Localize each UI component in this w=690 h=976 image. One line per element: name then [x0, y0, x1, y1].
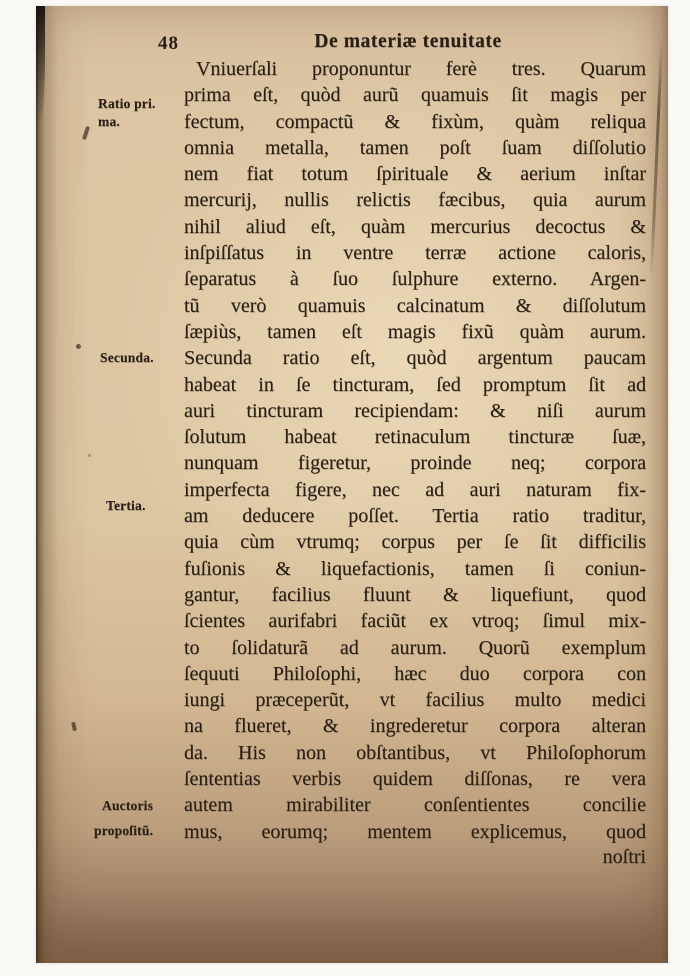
text-line: nem fiat totum ſpirituale & aerium inſtar [184, 163, 646, 186]
book-page [36, 6, 668, 963]
text-line: habeat in ſe tincturam, ſed promptum ſit ad [184, 373, 646, 396]
text-line: inſpiſſatus in ventre terræ actione caloris, [184, 242, 646, 265]
margin-note: ma. [98, 114, 120, 129]
text-line: quia cùm vtrumq; corpus per ſe ſit difficilis [184, 531, 646, 554]
text-line: imperfecta figere, nec ad auri naturam fix- [184, 478, 646, 501]
ink-mark [76, 344, 81, 349]
text-line: auri tincturam recipiendam: & niſi aurum [184, 399, 646, 422]
body-text [184, 56, 646, 845]
margin-note: Auctoris [102, 798, 154, 813]
text-line: tũ verò quamuis calcinatum & diſſolutum [184, 294, 646, 317]
text-line: nunquam figeretur, proinde neq; corpora [184, 452, 646, 475]
text-line: autem mirabiliter conſentientes concilie [184, 794, 646, 817]
text-line: ſæpiùs, tamen eſt magis fixũ quàm aurum. [184, 320, 646, 343]
text-line: iungi præceperũt, vt facilius multo medici [184, 689, 646, 712]
ink-mark [82, 126, 90, 141]
text-line: fuſionis & liquefactionis, tamen ſi coniun- [184, 557, 646, 580]
page-number: 48 [158, 33, 179, 54]
text-line: gantur, facilius fluunt & liquefiunt, quod [184, 583, 646, 606]
ink-mark [71, 722, 77, 732]
text-line: mus, eorumq; mentem explicemus, quod [184, 820, 646, 843]
text-line: mercurij, nullis relictis fæcibus, quia aurum [184, 189, 646, 212]
margin-note: Ratio pri. [98, 96, 156, 111]
text-line: omnia metalla, tamen poſt ſuam diſſolutio [184, 136, 646, 159]
text-line: ſeparatus à ſuo ſulphure externo. Argen- [184, 268, 646, 291]
text-line: prima eſt, quòd aurũ quamuis ſit magis per [184, 84, 646, 107]
text-line: na flueret, & ingrederetur corpora alteran [184, 715, 646, 738]
text-line: Vniuerſali proponuntur ferè tres. Quarum [196, 58, 646, 80]
text-line: da. His non obſtantibus, vt Philoſophorum [184, 741, 646, 764]
running-title: De materiæ tenuitate [314, 31, 502, 52]
text-line: nihil aliud eſt, quàm mercurius decoctus & [184, 215, 646, 238]
text-line: am deducere poſſet. Tertia ratio traditur, [184, 505, 646, 528]
ink-mark [88, 454, 91, 457]
binding-edge [36, 6, 45, 126]
text-line: to ſolidaturã ad aurum. Quorũ exemplum [184, 636, 646, 659]
margin-note: propoſitũ. [94, 823, 154, 838]
text-line: ſcientes aurifabri faciũt ex vtroq; ſimul mix- [184, 610, 646, 633]
text-line: ſolutum habeat retinaculum tincturæ ſuæ, [184, 426, 646, 449]
text-line: fectum, compactũ & fixùm, quàm reliqua [184, 110, 646, 133]
text-line: ſequuti Philoſophi, hæc duo corpora con [184, 662, 646, 685]
text-line: Secunda ratio eſt, quòd argentum paucam [184, 347, 646, 370]
margin-note: Secunda. [100, 350, 154, 365]
margin-note: Tertia. [106, 498, 146, 513]
text-line: ſententias verbis quidem diſſonas, re vera [184, 768, 646, 791]
catchword: noſtri [602, 846, 646, 868]
page-edge-curve [650, 40, 663, 280]
